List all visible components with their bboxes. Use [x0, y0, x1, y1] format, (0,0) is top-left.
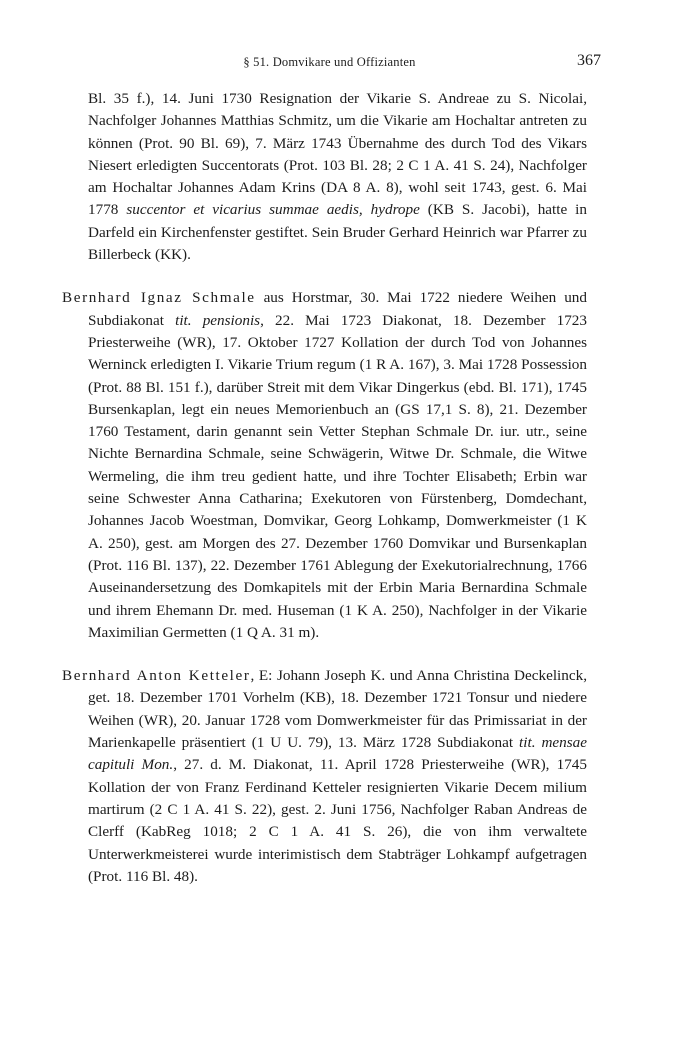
page-number: 367 [577, 52, 601, 69]
continuation-paragraph [62, 88, 587, 266]
text-run: , 22. Mai 1723 Diakonat, 18. Dezember 1723 Priesterweihe (WR), 17. Oktober 1727 Kollation der durch Tod von Johannes Werninck erledigten I. Vikarie Trium regum (1 R A. 167), 3. Mai 1728 Possession (Prot. 88 Bl. 151 f.), darüber Streit mit dem Vikar Dingerkus (ebd. Bl. 171), 1745 Bursenkaplan, legt ein neues Memorienbuch an (GS 17,1 S. 8), 21. Dezember 1760 Testament, darin genannt sein Vetter Stephan Schmale Dr. iur. utr., seine Nichte Bernardina Schmale, seine Schwägerin, Witwe Dr. Schmale, die Witwe Wermeling, die ihm treu gedient hatte, und ihre Tochter Elisabeth; Erbin war seine Schwester Anna Catharina; Exekutoren von Fürstenberg, Domdechant, Johannes Jacob Woestman, Domvikar, Georg Lohkamp, Domwerkmeister (1 K A. 250), gest. am Morgen des 27. Dezember 1760 Domvikar und Bursenkaplan (Prot. 116 Bl. 137), 22. Dezember 1761 Ablegung der Exekutorialrechnung, 1766 Auseinandersetzung des Domkapitels mit der Erbin Maria Bernardina Schmale und ihrem Ehemann Dr. med. Huseman (1 K A. 250), Nachfolger in der Vikarie Maximilian Germetten (1 Q A. 31 m). [88, 311, 587, 641]
text-run: aus Horstmar, 30. Mai 1722 niedere Weihen und Subdiakonat [88, 289, 587, 329]
text-run: , E: Johann Joseph K. und Anna Christina Deckelinck, get. 18. Dezember 1701 Vorhelm (KB), 18. Dezember 1721 Tonsur und niedere Weihen (WR), 20. Januar 1728 vom Domwerkmeister für das Primissariat in der Marienkapelle präsentiert (1 U U. 79), 13. März 1728 Subdiakonat [88, 667, 587, 752]
text-run: (KB S. Jacobi), hatte in Darfeld ein Kirchenfenster gestiftet. Sein Bruder Gerhard Heinrich war Pfarrer zu Billerbeck (KK). [88, 201, 587, 264]
body-text [62, 88, 587, 909]
text-run: Bl. 35 f.), 14. Juni 1730 Resignation der Vikarie S. Andreae zu S. Nicolai, Nachfolger Johannes Matthias Schmitz, um die Vikarie am Hochaltar antreten zu können (Prot. 90 Bl. 69), 7. März 1743 Übernahme des durch Tod des Vikars Niesert erledigten Succentorats (Prot. 103 Bl. 28; 2 C 1 A. 41 S. 24), Nachfolger am Hochaltar Johannes Adam Krins (DA 8 A. 8), wohl seit 1743, gest. 6. Mai 1778 [88, 90, 587, 219]
text-run: , 27. d. M. Diakonat, 11. April 1728 Priesterweihe (WR), 1745 Kollation der von Franz Ferdinand Ketteler resignierten Vikarie Decem milium martirum (2 C 1 A. 41 S. 22), gest. 2. Juni 1756, Nachfolger Raban Andreas de Clerff (KabReg 1018; 2 C 1 A. 41 S. 26), die von ihm verwaltete Unterwerkmeisterei wurde interimistisch dem Stabträger Lohkampf aufgetragen (Prot. 116 Bl. 48). [88, 756, 587, 885]
biography-entry-schmale [62, 287, 587, 644]
latin-phrase: tit. pensionis [175, 311, 261, 329]
latin-phrase: succentor et vicarius summae aedis, hydrope [126, 201, 420, 219]
biography-entry-ketteler [62, 665, 587, 888]
person-name: Bernhard Anton Ketteler [62, 667, 251, 685]
running-title: § 51. Domvikare und Offizianten [243, 55, 416, 69]
latin-phrase: tit. mensae capituli Mon. [88, 734, 587, 774]
person-name: Bernhard Ignaz Schmale [62, 289, 256, 307]
page-header [62, 52, 601, 72]
